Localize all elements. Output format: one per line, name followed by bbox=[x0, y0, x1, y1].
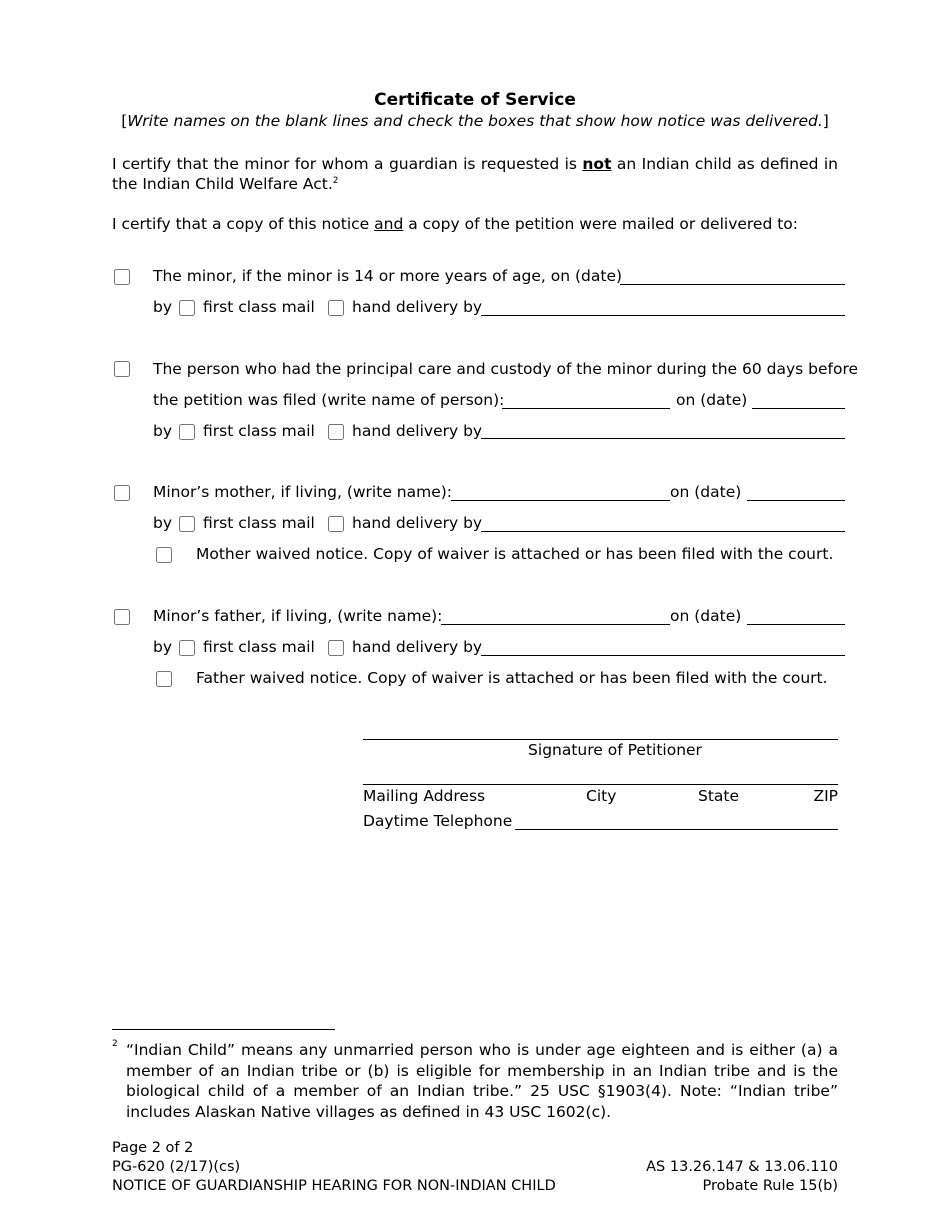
mother-name-field[interactable] bbox=[451, 500, 670, 501]
first-class-mail-label: first class mail bbox=[203, 422, 315, 440]
first-class-mail-label: first class mail bbox=[203, 514, 315, 532]
father-first-class-mail-checkbox[interactable] bbox=[179, 640, 195, 656]
father-hand-delivery-checkbox[interactable] bbox=[328, 640, 344, 656]
footnote-mark: 2 bbox=[112, 1038, 118, 1049]
footnote-text: “Indian Child” means any unmarried person who is under age eighteen and is either (a) a member of an Indian tribe or (b) is eligible for membership in an Indian tribe and is the biological child of a member of an Indian tribe.” 25 USC §1903(4). Note: “Indian tribe” includes Alaskan Native villages as defined in 43 USC 1602(c). bbox=[126, 1041, 838, 1121]
mailing-address-label: Mailing Address bbox=[363, 787, 486, 805]
minor-label: The minor, if the minor is 14 or more years of age, on (date) bbox=[153, 267, 623, 285]
caregiver-hand-delivery-field[interactable] bbox=[481, 438, 845, 439]
delivery-by-label: by bbox=[153, 422, 173, 440]
delivery-by-label: by bbox=[153, 638, 173, 656]
caregiver-label-line2: the petition was filed (write name of person): bbox=[153, 391, 505, 409]
statute-reference: AS 13.26.147 & 13.06.110 bbox=[646, 1159, 838, 1175]
father-checkbox[interactable] bbox=[114, 609, 130, 625]
minor-first-class-mail-checkbox[interactable] bbox=[179, 300, 195, 316]
minor-checkbox[interactable] bbox=[114, 269, 130, 285]
signature-label: Signature of Petitioner bbox=[528, 741, 702, 759]
hand-delivery-label: hand delivery by bbox=[352, 422, 483, 440]
hand-delivery-label: hand delivery by bbox=[352, 514, 483, 532]
signature-field[interactable] bbox=[363, 739, 838, 740]
caregiver-date-field[interactable] bbox=[752, 408, 845, 409]
minor-hand-delivery-field[interactable] bbox=[481, 315, 845, 316]
mother-date-field[interactable] bbox=[747, 500, 845, 501]
mother-hand-delivery-checkbox[interactable] bbox=[328, 516, 344, 532]
probate-rule: Probate Rule 15(b) bbox=[702, 1178, 838, 1194]
caregiver-first-class-mail-checkbox[interactable] bbox=[179, 424, 195, 440]
mailing-address-field[interactable] bbox=[363, 784, 838, 785]
minor-date-field[interactable] bbox=[620, 284, 845, 285]
father-waived-label: Father waived notice. Copy of waiver is attached or has been filed with the court. bbox=[196, 669, 828, 687]
state-label: State bbox=[698, 787, 740, 805]
mother-checkbox[interactable] bbox=[114, 485, 130, 501]
mother-label: Minor’s mother, if living, (write name): bbox=[153, 483, 453, 501]
father-hand-delivery-field[interactable] bbox=[481, 655, 845, 656]
mother-first-class-mail-checkbox[interactable] bbox=[179, 516, 195, 532]
caregiver-label-line1: The person who had the principal care and custody of the minor during the 60 days before bbox=[153, 360, 859, 378]
mother-waived-label: Mother waived notice. Copy of waiver is attached or has been filed with the court. bbox=[196, 545, 834, 563]
father-label: Minor’s father, if living, (write name): bbox=[153, 607, 443, 625]
daytime-telephone-label: Daytime Telephone bbox=[363, 812, 513, 830]
father-date-field[interactable] bbox=[747, 624, 845, 625]
mother-hand-delivery-field[interactable] bbox=[481, 531, 845, 532]
form-title: NOTICE OF GUARDIANSHIP HEARING FOR NON-INDIAN CHILD bbox=[112, 1178, 556, 1194]
caregiver-name-field[interactable] bbox=[502, 408, 670, 409]
delivery-by-label: by bbox=[153, 514, 173, 532]
mother-on-date-label: on (date) bbox=[670, 483, 742, 501]
delivery-by-label: by bbox=[153, 298, 173, 316]
hand-delivery-label: hand delivery by bbox=[352, 638, 483, 656]
page-title: Certificate of Service bbox=[374, 90, 576, 110]
mother-waived-checkbox[interactable] bbox=[156, 547, 172, 563]
father-name-field[interactable] bbox=[441, 624, 670, 625]
daytime-telephone-field[interactable] bbox=[515, 829, 838, 830]
caregiver-on-date-label: on (date) bbox=[676, 391, 748, 409]
footnote-reference: 2 bbox=[332, 175, 339, 186]
caregiver-hand-delivery-checkbox[interactable] bbox=[328, 424, 344, 440]
father-on-date-label: on (date) bbox=[670, 607, 742, 625]
zip-label: ZIP bbox=[813, 787, 838, 805]
certification-not-indian-child: I certify that the minor for whom a guardian is requested is not an Indian child as defined in the Indian Child Welfare Act.$^2$ bbox=[112, 155, 838, 193]
hand-delivery-label: hand delivery by bbox=[352, 298, 483, 316]
footnote-separator bbox=[112, 1029, 335, 1030]
caregiver-checkbox[interactable] bbox=[114, 361, 130, 377]
father-waived-checkbox[interactable] bbox=[156, 671, 172, 687]
certification-copy-delivered: I certify that a copy of this notice and a copy of the petition were mailed or delivered to: bbox=[112, 215, 799, 233]
first-class-mail-label: first class mail bbox=[203, 298, 315, 316]
first-class-mail-label: first class mail bbox=[203, 638, 315, 656]
city-label: City bbox=[586, 787, 617, 805]
page-number: Page 2 of 2 bbox=[112, 1140, 194, 1156]
minor-hand-delivery-checkbox[interactable] bbox=[328, 300, 344, 316]
instructions: [Write names on the blank lines and check the boxes that show how notice was delivered.] bbox=[121, 112, 829, 130]
form-code: PG-620 (2/17)(cs) bbox=[112, 1159, 241, 1175]
